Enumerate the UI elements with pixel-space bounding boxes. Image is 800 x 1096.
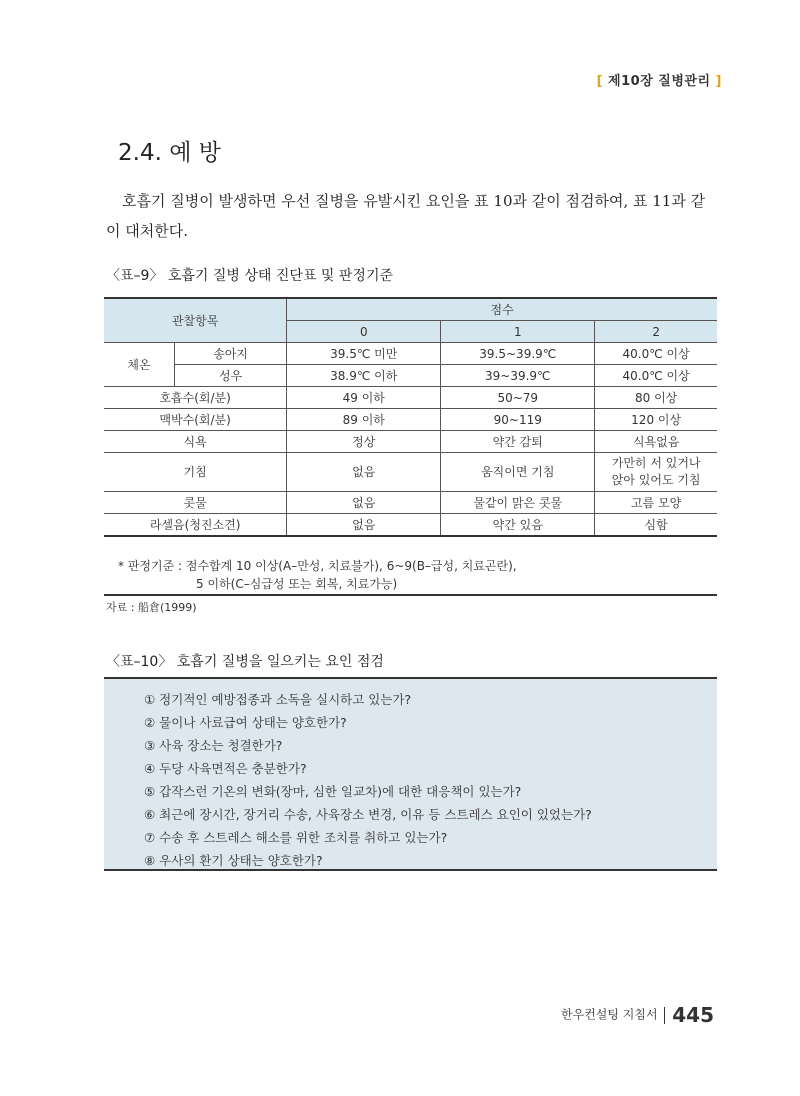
cell-0: 정상 [287,431,441,453]
table-row [104,453,717,492]
cell-2: 80 이상 [595,387,717,409]
cell-1: 90~119 [441,409,595,431]
cell-2 [595,453,717,492]
cell-1: 물같이 맑은 콧물 [441,492,595,514]
cell-1: 39~39.9℃ [441,365,595,387]
note-divider [104,594,717,596]
section-title: 2.4. 예 방 [118,140,221,166]
diagnosis-table [104,297,717,537]
page-number: 445 [672,1003,714,1027]
cell-0: 39.5℃ 미만 [287,343,441,365]
cell-0: 없음 [287,514,441,537]
cell-0: 89 이하 [287,409,441,431]
row-label: 기침 [104,453,287,492]
intro-paragraph: 호흡기 질병이 발생하면 우선 질병을 유발시킨 요인을 표 10과 같이 점검하여, 표 11과 같이 대처한다. [106,192,706,240]
row-label: 맥박수(회/분) [104,409,287,431]
cell-1: 움직이면 기침 [441,453,595,492]
header-item: 관찰항목 [104,298,287,343]
cell-2-line2: 앉아 있어도 기침 [611,473,701,487]
cell-0: 49 이하 [287,387,441,409]
cell-2: 40.0℃ 이상 [595,343,717,365]
list-item: ④ 두당 사육면적은 충분한가? [144,761,307,776]
row-label: 호흡수(회/분) [104,387,287,409]
note-line-2: 5 이하(C–심급성 또는 회복, 치료가능) [196,577,398,591]
table-row [104,514,717,537]
table10-caption: 〈표–10〉 호흡기 질병을 일으키는 요인 점검 [106,654,384,670]
header-score-1: 1 [441,321,595,343]
cell-2-line1: 가만히 서 있거나 [611,456,701,470]
source-note: 자료 : 船倉(1999) [106,601,197,614]
table-row [104,492,717,514]
list-item: ② 물이나 사료급여 상태는 양호한가? [144,715,347,730]
table9-caption: 〈표–9〉 호흡기 질병 상태 진단표 및 판정기준 [106,268,393,284]
table-header-row [104,298,717,321]
table-row [104,387,717,409]
list-item: ⑧ 우사의 환기 상태는 양호한가? [144,853,323,868]
header-score-2: 2 [595,321,717,343]
row-label: 콧물 [104,492,287,514]
row-label: 라셀음(청진소견) [104,514,287,537]
cell-0: 없음 [287,492,441,514]
cell-2: 심함 [595,514,717,537]
cell-1: 약간 있음 [441,514,595,537]
row-sub: 송아지 [175,343,287,365]
table-row [104,365,717,387]
cell-2: 식욕없음 [595,431,717,453]
cell-0: 없음 [287,453,441,492]
bracket-close: ] [715,74,722,89]
row-group: 체온 [104,343,175,387]
cell-0: 38.9℃ 이하 [287,365,441,387]
note-line-1: * 판정기준 : 점수합계 10 이상(A–만성, 치료불가), 6~9(B–급성, 치료곤란), [118,559,517,573]
table-row [104,409,717,431]
chapter-header [597,70,722,89]
header-score: 점수 [287,298,717,321]
cell-2: 40.0℃ 이상 [595,365,717,387]
cell-1: 39.5~39.9℃ [441,343,595,365]
cell-2: 120 이상 [595,409,717,431]
row-sub: 성우 [175,365,287,387]
row-label: 식욕 [104,431,287,453]
cell-2: 고름 모양 [595,492,717,514]
chapter-label: 제10장 질병관리 [608,74,711,89]
list-item: ⑤ 갑작스런 기온의 변화(장마, 심한 일교차)에 대한 대응책이 있는가? [144,784,522,799]
cell-1: 50~79 [441,387,595,409]
judgement-note [118,557,517,593]
footer-divider [664,1007,665,1024]
checklist [104,679,717,872]
list-item: ③ 사육 장소는 청결한가? [144,738,283,753]
list-item: ① 정기적인 예방접종과 소독을 실시하고 있는가? [144,692,412,707]
book-title: 한우컨설팅 지침서 [561,1007,658,1022]
checklist-box [104,677,717,871]
list-item: ⑦ 수송 후 스트레스 해소를 위한 조치를 취하고 있는가? [144,830,448,845]
bracket-open: [ [596,74,604,89]
header-score-0: 0 [287,321,441,343]
table-row [104,431,717,453]
page-footer [561,1003,714,1027]
list-item: ⑥ 최근에 장시간, 장거리 수송, 사육장소 변경, 이유 등 스트레스 요인이 있었는가? [144,807,592,822]
cell-1: 약간 감퇴 [441,431,595,453]
table-row [104,343,717,365]
